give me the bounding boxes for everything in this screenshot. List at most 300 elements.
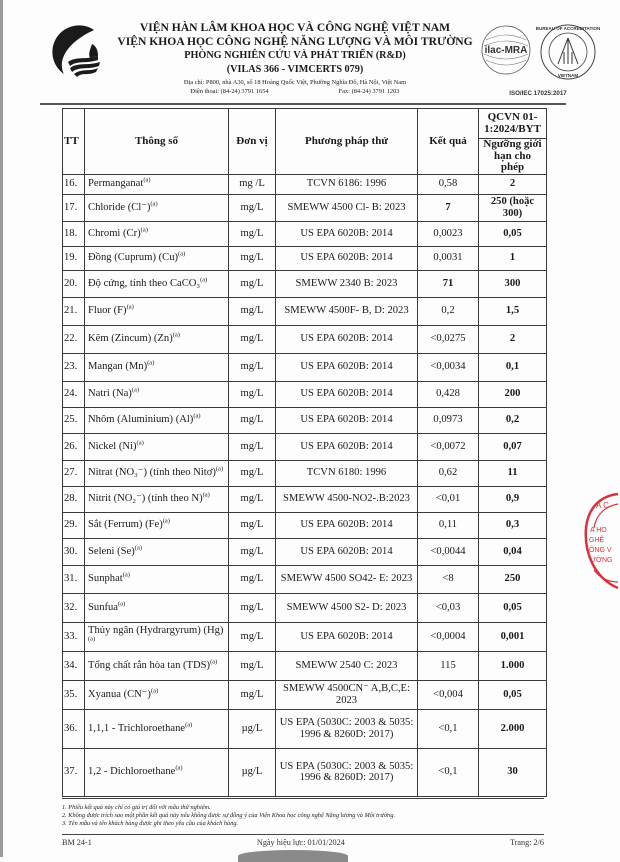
result-value-text: 0,0973 [433,414,463,426]
unit [229,270,276,297]
institute-logo-icon [50,22,112,84]
row-number [63,538,85,565]
result-value-text: <0,0044 [430,545,466,557]
parameter-name-text: Permanganat [88,178,144,190]
parameter-name-text: Nickel (Ni) [88,440,137,452]
test-method [276,381,418,407]
accreditation-mark: (a) [215,465,224,473]
table-row [63,622,547,651]
limit-value [479,270,547,297]
accreditation-mark: (a) [172,331,180,339]
limit-value [479,194,547,221]
unit [229,593,276,622]
row-number [63,381,85,407]
test-method-text: SMEWW 2540 C: 2023 [295,659,398,671]
col-unit: Đơn vị [229,109,276,175]
accreditation-mark: (a) [126,303,134,311]
test-method-text: US EPA 6020B: 2014 [300,388,393,400]
accreditation-mark: (a) [175,764,183,772]
result-value [418,194,479,221]
result-value [418,381,479,407]
row-number-text: 36. [64,722,78,734]
parameter-name [85,194,229,221]
parameter-name [85,593,229,622]
limit-value [479,593,547,622]
test-method [276,246,418,270]
results-table [62,108,547,797]
test-method-text: US EPA 6020B: 2014 [300,630,393,642]
limit-value-text: 0,04 [503,545,522,557]
table-row [63,748,547,796]
row-number [63,297,85,325]
accreditation-mark: (a) [118,600,126,608]
academy-name: VIỆN HÀN LÂM KHOA HỌC VÀ CÔNG NGHỆ VIỆT NAM [139,21,451,34]
test-method-text: SMEWW 4500F- B, D: 2023 [284,305,409,317]
result-value-text: 71 [442,277,454,289]
result-value [418,174,479,194]
parameter-name-text: Sunfua [88,601,119,613]
accreditation-badges [478,22,600,82]
parameter-name-text: Sunphat [88,573,123,585]
row-number [63,433,85,460]
parameter-name [85,512,229,538]
test-method [276,622,418,651]
parameter-name-text: Xyanua (CN⁻) [88,688,151,700]
test-method-text: US EPA 6020B: 2014 [300,252,393,264]
parameter-name-text: Sắt (Ferrum) (Fe) [88,519,163,531]
row-number-text: 19. [64,252,78,264]
row-number [63,270,85,297]
accreditation-mark: (a) [88,634,96,642]
parameter-name-text: 1,2 - Dichloroethane [88,766,176,778]
row-number [63,174,85,194]
test-method [276,593,418,622]
notes [62,804,552,828]
accreditation-mark: (a) [202,491,210,499]
limit-value [479,246,547,270]
header-rule [40,103,566,105]
test-method [276,538,418,565]
fax: Fax: (84-24) 3791 1203 [338,87,400,95]
parameter-name [85,680,229,709]
result-value-text: 7 [445,201,451,213]
table-row [63,512,547,538]
col-standard: QCVN 01-1:2024/BYT [479,109,547,139]
unit [229,709,276,748]
test-method [276,651,418,680]
test-method [276,221,418,246]
unit [229,565,276,593]
parameter-name-text: Nhôm (Aluminium) (Al) [88,414,194,426]
parameter-name-text: Chloride (Cl⁻) [88,201,151,213]
result-value-text: <0,0004 [430,630,466,642]
row-number-text: 37. [64,766,78,778]
form-code: BM 24-1 [62,838,92,847]
parameter-name-text: Chromi (Cr) [88,227,141,239]
unit [229,651,276,680]
col-method: Phương pháp thử [276,109,418,175]
svg-text:VIETNAM: VIETNAM [557,73,579,78]
result-value-text: <0,03 [435,601,461,613]
unit-text: mg/L [240,201,264,213]
page-number: Trang: 2/6 [509,838,544,847]
limit-value [479,407,547,433]
row-number-text: 23. [64,361,78,373]
row-number-text: 20. [64,277,78,289]
parameter-name [85,381,229,407]
col-tt: TT [63,109,85,175]
test-method-text: US EPA 6020B: 2014 [300,227,393,239]
test-method-text: US EPA 6020B: 2014 [300,519,393,531]
result-value [418,593,479,622]
red-seal-stamp-icon [580,488,620,596]
accreditation-mark: (a) [136,439,144,447]
parameter-name-text: Nitrat (NO₃⁻) (tính theo Nitơ) [88,467,216,479]
accreditation-mark: (a) [150,200,158,208]
limit-value-text: 0,07 [503,440,522,452]
unit [229,325,276,353]
result-value [418,512,479,538]
result-value [418,433,479,460]
test-method-text: TCVN 6186: 1996 [306,178,387,190]
parameter-name [85,174,229,194]
accreditation-mark: (a) [200,276,208,284]
result-value-text: 0,11 [438,519,458,531]
iso-standard: ISO/IEC 17025:2017 [509,90,567,97]
parameter-name-text: Tổng chất rắn hòa tan (TDS) [88,659,211,671]
limit-value [479,565,547,593]
limit-value [479,460,547,486]
limit-value-text: 2 [509,178,516,190]
row-number-text: 22. [64,333,78,345]
limit-value [479,381,547,407]
result-value-text: <0,0034 [430,361,466,373]
limit-value-text: 0,9 [505,493,520,505]
limit-value [479,538,547,565]
limit-value-text: 1 [509,252,516,264]
table-row [63,651,547,680]
unit [229,433,276,460]
limit-value [479,512,547,538]
note-2: 2. Không được trích sao một phần kết quả này nếu không được sự đồng ý của Viện Khoa học công nghệ Năng lượng và Môi trường. [62,812,396,819]
limit-value [479,174,547,194]
row-number-text: 21. [64,305,78,317]
limit-value-text: 11 [507,467,518,479]
test-method [276,353,418,381]
result-value-text: 115 [440,659,456,671]
department-name: PHÒNG NGHIÊN CỨU VÀ PHÁT TRIỂN (R&D) [184,50,406,61]
unit [229,748,276,796]
result-value [418,325,479,353]
row-number [63,709,85,748]
row-number [63,221,85,246]
unit-text: µg/L [241,722,263,734]
test-method [276,433,418,460]
limit-value [479,353,547,381]
table-row [63,680,547,709]
limit-value [479,325,547,353]
row-number [63,593,85,622]
accreditation-mark: (a) [162,517,170,525]
test-method-text: SMEWW 4500 Cl- B: 2023 [287,201,406,213]
note-3: 3. Tên mẫu và tên khách hàng được ghi theo yêu cầu của khách hàng. [62,820,239,827]
unit-text: mg/L [240,519,264,531]
unit [229,460,276,486]
row-number-text: 35. [64,688,78,700]
row-number [63,246,85,270]
test-method [276,325,418,353]
parameter-name-text: Natri (Na) [88,388,132,400]
row-number [63,407,85,433]
parameter-name [85,433,229,460]
row-number-text: 34. [64,659,78,671]
table-row [63,407,547,433]
row-number [63,325,85,353]
unit [229,538,276,565]
row-number [63,194,85,221]
limit-value-text: 2.000 [500,722,525,734]
test-method [276,270,418,297]
parameter-name-text: Đồng (Cuprum) (Cu) [88,252,179,264]
unit-text: µg/L [241,766,263,778]
svg-text:ilac-MRA: ilac-MRA [484,45,528,56]
row-number-text: 31. [64,573,78,585]
limit-value [479,297,547,325]
scan-edge [0,0,3,857]
test-method [276,194,418,221]
scan-smudge [238,850,348,862]
result-value [418,460,479,486]
result-value-text: <0,004 [433,688,463,700]
result-value-text: <0,01 [435,493,461,505]
limit-value-text: 0,001 [500,630,525,642]
parameter-name [85,748,229,796]
parameter-name-text: Thủy ngân (Hydrargyrum) (Hg) [88,625,224,636]
parameter-name [85,486,229,512]
accreditation-mark: (a) [131,386,140,394]
test-method [276,174,418,194]
unit [229,407,276,433]
row-number [63,512,85,538]
parameter-name-text: 1,1,1 - Trichloroethane [88,722,186,734]
table-row [63,221,547,246]
parameter-name [85,709,229,748]
parameter-name [85,246,229,270]
accreditation-mark: (a) [147,359,155,367]
test-method-text: US EPA (5030C: 2003 & 5035: 1996 & 8260D: 2017) [279,717,414,740]
parameter-name-text: Kẽm (Zincum) (Zn) [88,333,173,345]
test-method [276,297,418,325]
result-value [418,407,479,433]
svg-text:ÔNG V: ÔNG V [589,547,612,554]
test-method-text: SMEWW 4500-NO2-.B:2023 [283,493,410,505]
row-number [63,353,85,381]
result-value [418,565,479,593]
unit [229,221,276,246]
unit-text: mg/L [240,333,264,345]
unit-text: mg /L [239,178,265,190]
row-number [63,622,85,651]
row-number-text: 24. [64,388,78,400]
row-number [63,748,85,796]
unit [229,353,276,381]
result-value [418,622,479,651]
accreditation-mark: (a) [140,226,148,234]
row-number-text: 18. [64,227,78,239]
parameter-name [85,353,229,381]
row-number-text: 32. [64,601,78,613]
test-method-text: SMEWW 4500CN⁻ A,B,C,E: 2023 [283,683,410,706]
row-number-text: 25. [64,414,78,426]
test-method-text: TCVN 6180: 1996 [306,467,387,479]
parameter-name-text: Mangan (Mn) [88,361,148,373]
limit-value-text: 30 [507,766,518,778]
result-value [418,353,479,381]
parameter-name [85,407,229,433]
svg-text:BUREAU OF ACCREDITATION: BUREAU OF ACCREDITATION [535,26,601,31]
result-value-text: <0,1 [438,722,458,734]
limit-value-text: 1.000 [500,659,525,671]
result-value [418,680,479,709]
unit-text: mg/L [240,601,264,613]
test-method [276,748,418,796]
table-row [63,353,547,381]
unit-text: mg/L [240,414,264,426]
col-limit: Ngưỡng giới hạn cho phép [479,139,547,175]
unit [229,622,276,651]
footer-rule [62,834,544,835]
result-value-text: <8 [442,573,454,585]
test-method-text: SMEWW 2340 B: 2023 [295,277,398,289]
table-row [63,433,547,460]
svg-text:ƯỜNG: ƯỜNG [590,557,613,564]
test-method [276,460,418,486]
result-value [418,270,479,297]
result-value [418,651,479,680]
row-number-text: 28. [64,493,78,505]
row-number [63,460,85,486]
limit-value [479,622,547,651]
test-method-text: US EPA 6020B: 2014 [300,361,393,373]
result-value-text: <0,1 [438,766,458,778]
unit-text: mg/L [240,688,264,700]
result-value [418,221,479,246]
table-row [63,709,547,748]
limit-value [479,651,547,680]
unit-text: mg/L [240,305,264,317]
accreditation-mark: (a) [193,412,201,420]
unit-text: mg/L [240,440,264,452]
table-row [63,460,547,486]
test-method-text: SMEWW 4500 SO42- E: 2023 [280,573,413,585]
parameter-name [85,460,229,486]
test-method [276,680,418,709]
limit-value-text: 1,5 [505,305,520,317]
limit-value [479,433,547,460]
table-row [63,593,547,622]
ilac-mra-icon [482,26,530,74]
unit [229,381,276,407]
result-value [418,709,479,748]
limit-value [479,748,547,796]
result-value-text: 0,62 [438,467,458,479]
unit [229,680,276,709]
result-value-text: <0,0275 [430,333,466,345]
row-number [63,651,85,680]
result-value-text: 0,58 [438,178,458,190]
effective-date: Ngày hiệu lực: 01/01/2024 [256,838,345,847]
row-number-text: 26. [64,440,78,452]
result-value [418,246,479,270]
result-value-text: 0,2 [441,305,455,317]
row-number-text: 29. [64,519,78,531]
limit-value [479,680,547,709]
test-method [276,486,418,512]
table-row [63,194,547,221]
limit-value-text: 300 [504,277,521,289]
unit-text: mg/L [240,252,264,264]
unit [229,486,276,512]
svg-text:A C: A C [596,501,609,510]
letterhead [110,21,480,96]
row-number [63,680,85,709]
unit-text: mg/L [240,630,264,642]
limit-value-text: 0,2 [505,414,520,426]
row-number [63,486,85,512]
unit-text: mg/L [240,227,264,239]
table-row [63,325,547,353]
unit [229,194,276,221]
col-parameter: Thông số [85,109,229,175]
test-method-text: US EPA (5030C: 2003 & 5035: 1996 & 8260D: 2017) [279,760,414,783]
row-number-text: 27. [64,467,78,479]
parameter-name [85,297,229,325]
parameter-name [85,538,229,565]
accreditation-mark: (a) [143,176,151,184]
unit-text: mg/L [240,573,264,585]
limit-value [479,221,547,246]
result-value [418,297,479,325]
table-row [63,565,547,593]
parameter-name-text: Fluor (F) [88,305,127,317]
test-method-text: US EPA 6020B: 2014 [300,440,393,452]
unit [229,512,276,538]
col-result: Kết quả [418,109,479,175]
parameter-name [85,325,229,353]
accreditation-mark: (a) [178,250,186,258]
result-value-text: 0,0023 [433,227,463,239]
page-footer [62,838,544,847]
result-value [418,486,479,512]
limit-value-text: 2 [509,333,516,345]
unit-text: mg/L [240,467,264,479]
unit-text: mg/L [240,361,264,373]
parameter-name-text: Nitrit (NO₂⁻) (tính theo N) [88,493,203,505]
limit-value-text: 0,3 [505,519,520,531]
table-row [63,297,547,325]
institute-name: VIỆN KHOA HỌC CÔNG NGHỆ NĂNG LƯỢNG VÀ MÔI TRƯỜNG [117,35,473,48]
test-method [276,709,418,748]
notes-rule [62,798,544,799]
accreditation-codes: (VILAS 366 - VIMCERTS 079) [226,64,364,75]
row-number-text: 16. [64,178,78,190]
accreditation-mark: (a) [134,544,142,552]
result-value [418,538,479,565]
test-method-text: US EPA 6020B: 2014 [300,333,393,345]
unit-text: mg/L [240,493,264,505]
test-method [276,565,418,593]
accreditation-mark: (a) [210,658,218,666]
